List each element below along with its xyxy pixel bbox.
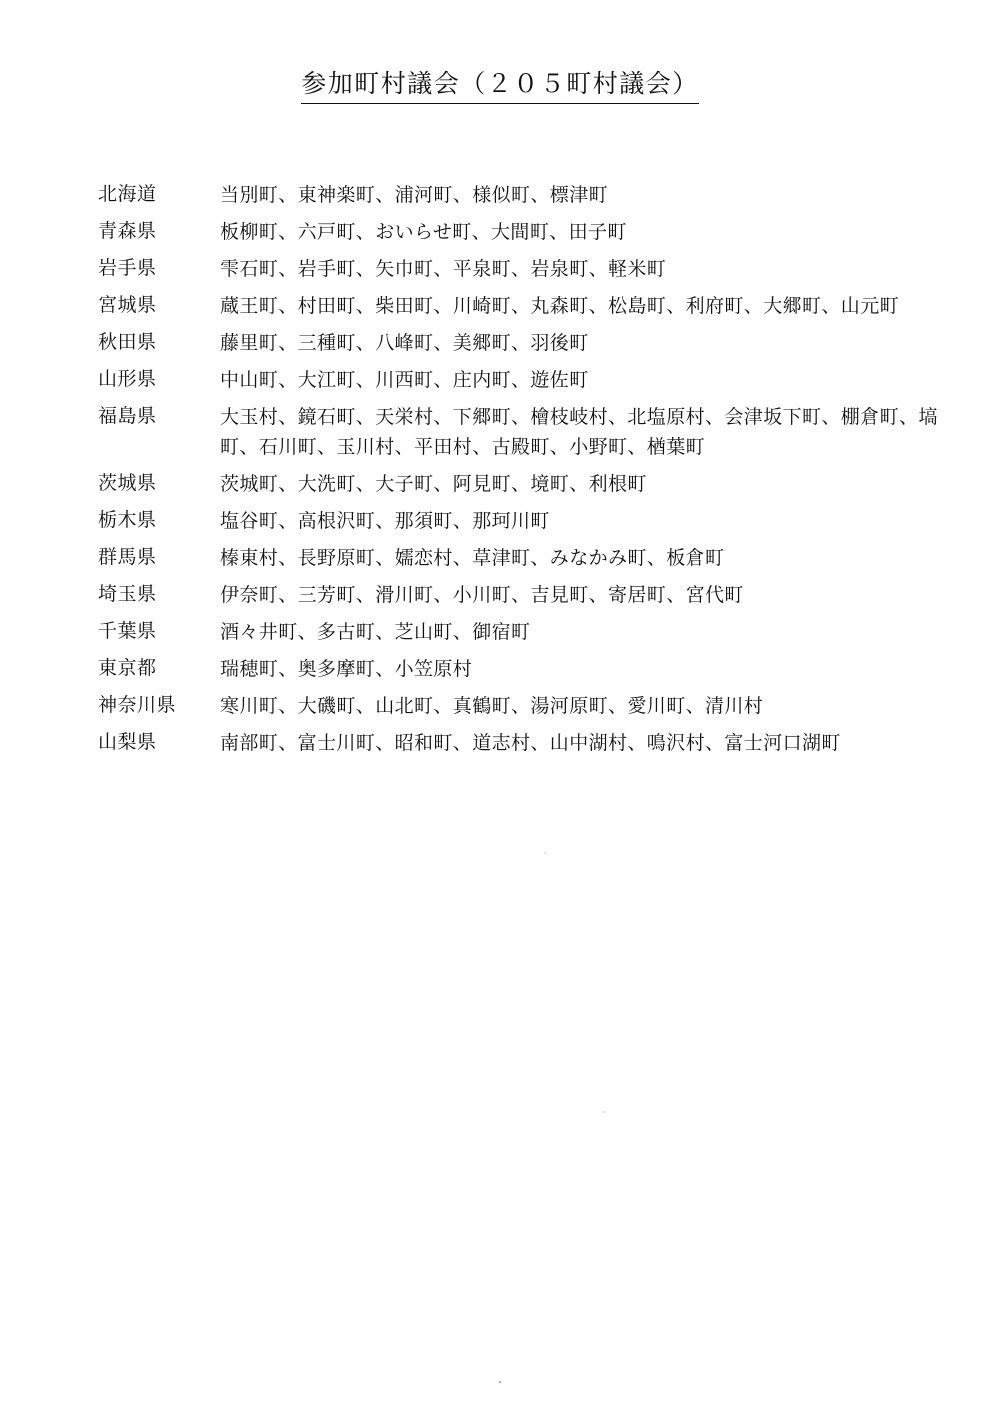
- town-list: 当別町、東神楽町、浦河町、様似町、標津町: [220, 184, 609, 206]
- list-item: [98, 580, 958, 610]
- prefecture-name: 栃木県: [98, 509, 157, 531]
- town-list: 中山町、大江町、川西町、庄内町、遊佐町: [220, 369, 589, 391]
- list-item: [98, 328, 958, 358]
- prefecture-name: 千葉県: [98, 620, 157, 642]
- prefecture-name: 神奈川県: [98, 694, 177, 716]
- town-list: 茨城町、大洗町、大子町、阿見町、境町、利根町: [220, 473, 647, 495]
- town-list: 藤里町、三種町、八峰町、美郷町、羽後町: [220, 332, 589, 354]
- page-title: [0, 64, 1000, 104]
- town-list: 大玉村、鏡石町、天栄村、下郷町、檜枝岐村、北塩原村、会津坂下町、棚倉町、塙町、石川町、玉川村、平田村、古殿町、小野町、楢葉町: [220, 406, 938, 458]
- prefecture-list: [98, 180, 958, 765]
- prefecture-name: 埼玉県: [98, 583, 157, 605]
- list-item: [98, 691, 958, 721]
- list-item: [98, 291, 958, 321]
- scan-artifact-mark: ・: [540, 847, 551, 860]
- prefecture-name: 東京都: [98, 657, 157, 679]
- list-item: [98, 469, 958, 499]
- page-title-text: 参加町村議会（２０５町村議会）: [301, 64, 699, 104]
- town-list: 板柳町、六戸町、おいらせ町、大間町、田子町: [220, 221, 627, 243]
- prefecture-name: 山形県: [98, 368, 157, 390]
- list-item: [98, 254, 958, 284]
- prefecture-name: 山梨県: [98, 731, 157, 753]
- prefecture-name: 茨城県: [98, 472, 157, 494]
- prefecture-name: 福島県: [98, 405, 157, 427]
- town-list: 雫石町、岩手町、矢巾町、平泉町、岩泉町、軽米町: [220, 258, 667, 280]
- town-list: 塩谷町、高根沢町、那須町、那珂川町: [220, 510, 550, 532]
- town-list: 南部町、富士川町、昭和町、道志村、山中湖村、鳴沢村、富士河口湖町: [220, 732, 841, 754]
- scan-artifact-mark: ・: [598, 1106, 609, 1119]
- list-item: [98, 506, 958, 536]
- prefecture-name: 岩手県: [98, 257, 157, 279]
- town-list: 榛東村、長野原町、嬬恋村、草津町、みなかみ町、板倉町: [220, 547, 725, 569]
- prefecture-name: 群馬県: [98, 546, 157, 568]
- town-list: 酒々井町、多古町、芝山町、御宿町: [220, 621, 531, 643]
- prefecture-name: 青森県: [98, 220, 157, 242]
- list-item: [98, 217, 958, 247]
- town-list: 寒川町、大磯町、山北町、真鶴町、湯河原町、愛川町、清川村: [220, 695, 764, 717]
- town-list: 蔵王町、村田町、柴田町、川崎町、丸森町、松島町、利府町、大郷町、山元町: [220, 295, 900, 317]
- list-item: [98, 728, 958, 758]
- page-footer-mark: ・: [494, 1376, 506, 1389]
- list-item: [98, 180, 958, 210]
- list-item: [98, 617, 958, 647]
- town-list: 瑞穂町、奥多摩町、小笠原村: [220, 658, 473, 680]
- list-item: [98, 654, 958, 684]
- prefecture-name: 宮城県: [98, 294, 157, 316]
- list-item: [98, 365, 958, 395]
- list-item: [98, 543, 958, 573]
- prefecture-name: 秋田県: [98, 331, 157, 353]
- prefecture-name: 北海道: [98, 183, 157, 205]
- list-item: [98, 402, 958, 462]
- town-list: 伊奈町、三芳町、滑川町、小川町、吉見町、寄居町、宮代町: [220, 584, 744, 606]
